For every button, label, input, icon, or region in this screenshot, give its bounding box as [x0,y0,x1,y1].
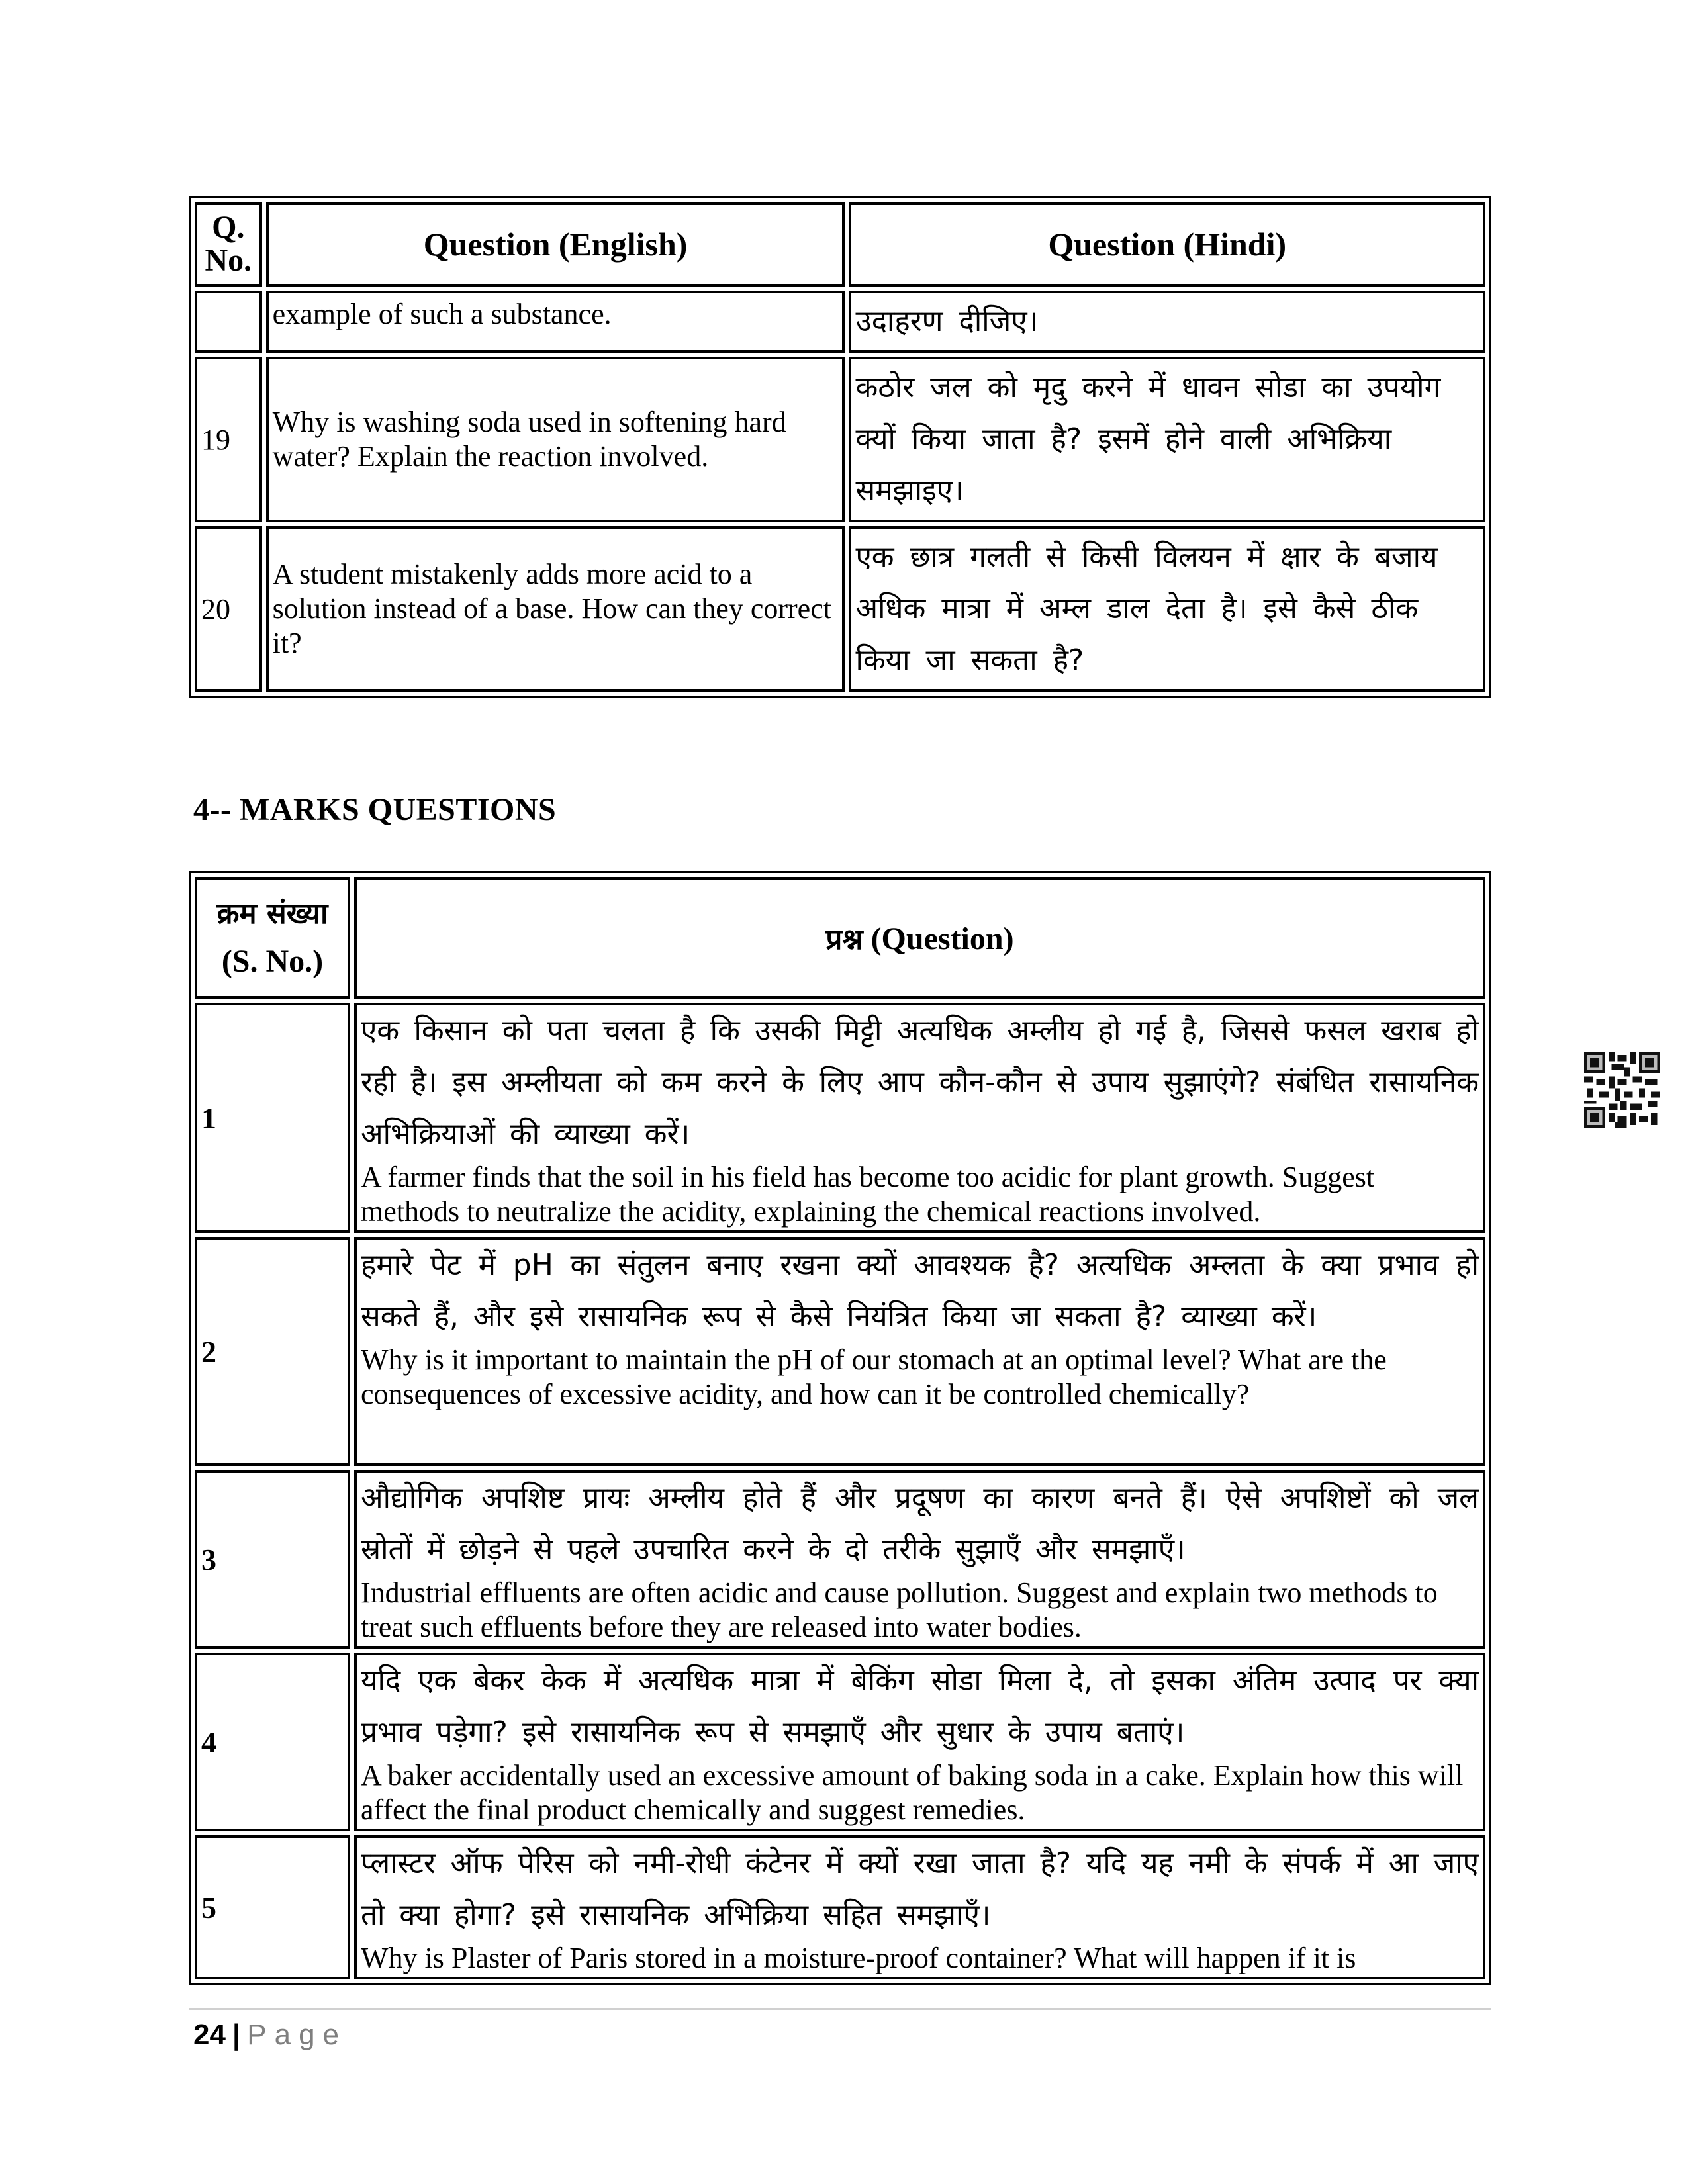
question-cell [354,1653,1485,1831]
question-cell [354,1835,1485,1979]
table-row [195,1470,1485,1649]
question-cell [354,1237,1485,1466]
serial-number: 3 [195,1470,350,1649]
header-serial-number [195,877,350,999]
header-question [354,877,1485,999]
table-header-row [195,202,1485,287]
serial-number: 2 [195,1237,350,1466]
question-english: Industrial effluents are often acidic and cause pollution. Suggest and explain two methods to treat such effluents before they are released into water bodies. [360,1576,1438,1643]
four-marks-questions-table [189,871,1491,1985]
question-english: example of such a substance. [266,291,845,353]
table-row [195,1835,1485,1979]
section-heading: 4-- MARKS QUESTIONS [193,792,557,827]
table-row [195,357,1485,522]
page-label: Page [247,2019,348,2051]
footer-divider [189,2008,1491,2010]
question-number: 19 [195,357,262,522]
serial-number: 1 [195,1003,350,1233]
table-row [195,526,1485,692]
table-header-row [195,877,1485,999]
header-qno: Q. No. [195,202,262,287]
question-hindi: हमारे पेट में pH का संतुलन बनाए रखना क्यों आवश्यक है? अत्यधिक अम्लता के क्या प्रभाव हो सकते हैं, और इसे रासायनिक रूप से कैसे नियंत्रित किया जा सकता है? व्याख्या करें। [360,1248,1479,1334]
table-row [195,291,1485,353]
qr-code-icon [1584,1052,1660,1128]
header-question-english: (Question) [870,921,1014,956]
header-question-hindi: प्रश्न [825,923,863,956]
footer-separator: | [232,2019,241,2051]
question-hindi: यदि एक बेकर केक में अत्यधिक मात्रा में बेकिंग सोडा मिला दे, तो इसका अंतिम उत्पाद पर क्या प्रभाव पड़ेगा? इसे रासायनिक रूप से समझाएँ और सुधार के उपाय बताएं। [360,1664,1479,1749]
question-hindi: कठोर जल को मृदु करने में धावन सोडा का उपयोग क्यों किया जाता है? इसमें होने वाली अभिक्रिया समझाइए। [849,357,1485,522]
questions-table-continued [189,196,1491,698]
question-english: A baker accidentally used an excessive amount of baking soda in a cake. Explain how this will affect the final product chemically and suggest remedies. [360,1759,1464,1826]
question-english: Why is washing soda used in softening hard water? Explain the reaction involved. [266,357,845,522]
question-english: A student mistakenly adds more acid to a solution instead of a base. How can they correct it? [266,526,845,692]
question-hindi: एक छात्र गलती से किसी विलयन में क्षार के बजाय अधिक मात्रा में अम्ल डाल देता है। इसे कैसे ठीक किया जा सकता है? [849,526,1485,692]
header-serial-number-hindi: क्रम संख्या [216,897,328,931]
header-question-english: Question (English) [266,202,845,287]
table-row [195,1237,1485,1466]
question-english: Why is it important to maintain the pH of our stomach at an optimal level? What are the consequences of excessive acidity, and how can it be controlled chemically? [360,1343,1387,1410]
header-question-hindi: Question (Hindi) [849,202,1485,287]
question-hindi: प्लास्टर ऑफ पेरिस को नमी-रोधी कंटेनर में क्यों रखा जाता है? यदि यह नमी के संपर्क में आ जाए तो क्या होगा? इसे रासायनिक अभिक्रिया सहित समझाएँ। [360,1846,1479,1932]
question-cell [354,1003,1485,1233]
question-hindi: उदाहरण दीजिए। [849,291,1485,353]
table-row [195,1653,1485,1831]
question-cell [354,1470,1485,1649]
page-number: 24 [193,2019,226,2051]
question-number [195,291,262,353]
page-footer [193,2019,347,2052]
serial-number: 4 [195,1653,350,1831]
table-row [195,1003,1485,1233]
question-number: 20 [195,526,262,692]
question-english: A farmer finds that the soil in his field has become too acidic for plant growth. Suggest methods to neutralize the acidity, explaining the chemical reactions involved. [360,1161,1375,1228]
serial-number: 5 [195,1835,350,1979]
header-serial-number-english: (S. No.) [221,944,324,979]
question-english: Why is Plaster of Paris stored in a moisture-proof container? What will happen if it is [360,1942,1356,1974]
question-hindi: औद्योगिक अपशिष्ट प्रायः अम्लीय होते हैं और प्रदूषण का कारण बनते हैं। ऐसे अपशिष्टों को जल स्रोतों में छोड़ने से पहले उपचारित करने के दो तरीके सुझाएँ और समझाएँ। [360,1481,1479,1567]
question-hindi: एक किसान को पता चलता है कि उसकी मिट्टी अत्यधिक अम्लीय हो गई है, जिससे फसल खराब हो रही है। इस अम्लीयता को कम करने के लिए आप कौन-कौन से उपाय सुझाएंगे? संबंधित रासायनिक अभिक्रियाओं की व्याख्या करें। [360,1014,1479,1151]
